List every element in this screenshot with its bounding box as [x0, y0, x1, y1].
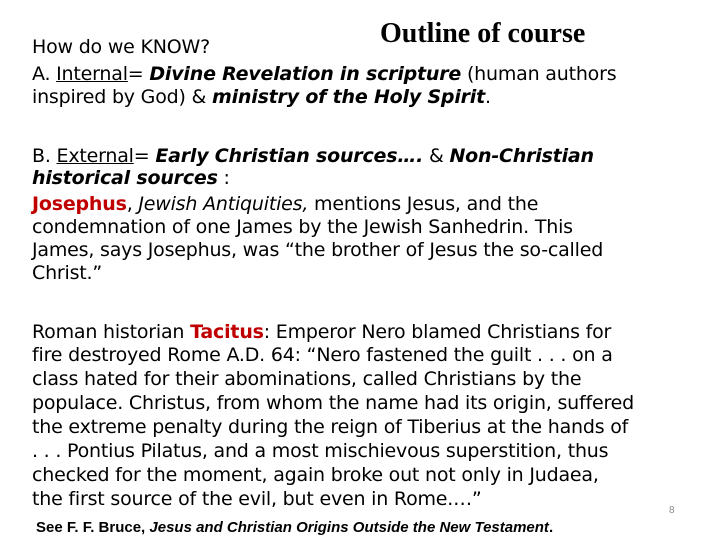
josephus-line-1 [32, 193, 538, 216]
question: How do we KNOW? [32, 36, 210, 58]
page-number: 8 [669, 505, 675, 516]
slide-title: Outline of course [380, 18, 586, 49]
external-amp: & [423, 145, 450, 167]
tacitus-line-1-start: Roman historian [32, 321, 191, 343]
internal-line-1 [32, 63, 616, 86]
josephus-line-1-rest: mentions Jesus, and the [308, 193, 539, 215]
internal-prefix: A. [32, 63, 57, 85]
internal-line-2-start: inspired by God) & [32, 86, 213, 108]
josephus-name: Josephus [32, 193, 127, 215]
internal-label: Internal [56, 63, 128, 85]
external-colon: : [217, 167, 230, 189]
tacitus-line-3: class hated for their abominations, called Christians by the [32, 368, 582, 390]
external-label: External [56, 145, 134, 167]
tacitus-line-1 [32, 321, 611, 344]
internal-end: . [485, 86, 491, 108]
josephus-line-2: condemnation of one James by the Jewish Sanhedrin. This [32, 216, 573, 238]
historical-sources-term: historical sources [32, 167, 218, 189]
tacitus-line-7: checked for the moment, again broke out not only in Judaea, [32, 464, 599, 486]
tacitus-line-4: populace. Christus, from whom the name had its origin, suffered [32, 392, 635, 414]
josephus-comma: , [126, 193, 139, 215]
divine-revelation-term: Divine Revelation in scripture [149, 63, 462, 85]
citation-end: . [548, 519, 554, 536]
citation-prefix: See F. F. Bruce, [36, 519, 150, 536]
internal-line-2 [32, 86, 491, 109]
internal-paren: (human authors [461, 63, 617, 85]
non-christian-term: Non-Christian [449, 145, 594, 167]
external-line-1 [32, 145, 594, 168]
external-eq: = [133, 145, 156, 167]
tacitus-line-6: . . . Pontius Pilatus, and a most mischievous superstition, thus [32, 440, 609, 462]
external-line-2 [32, 167, 230, 190]
tacitus-line-5: the extreme penalty during the reign of Tiberius at the hands of [32, 416, 629, 438]
internal-eq: = [127, 63, 150, 85]
early-christian-term: Early Christian sources…. [155, 145, 424, 167]
citation-work: Jesus and Christian Origins Outside the New Testament [149, 519, 549, 536]
citation [36, 519, 553, 536]
holy-spirit-term: ministry of the Holy Spirit [212, 86, 486, 108]
josephus-work: Jewish Antiquities, [138, 193, 309, 215]
josephus-line-3: James, says Josephus, was “the brother of Jesus the so-called [32, 239, 604, 261]
josephus-line-4: Christ.” [32, 262, 103, 284]
tacitus-line-1-rest: : Emperor Nero blamed Christians for [263, 321, 612, 343]
tacitus-name: Tacitus [190, 321, 264, 343]
tacitus-line-2: fire destroyed Rome A.D. 64: “Nero fastened the guilt . . . on a [32, 344, 613, 366]
external-prefix: B. [32, 145, 57, 167]
tacitus-line-8: the first source of the evil, but even in Rome.…” [32, 488, 482, 510]
